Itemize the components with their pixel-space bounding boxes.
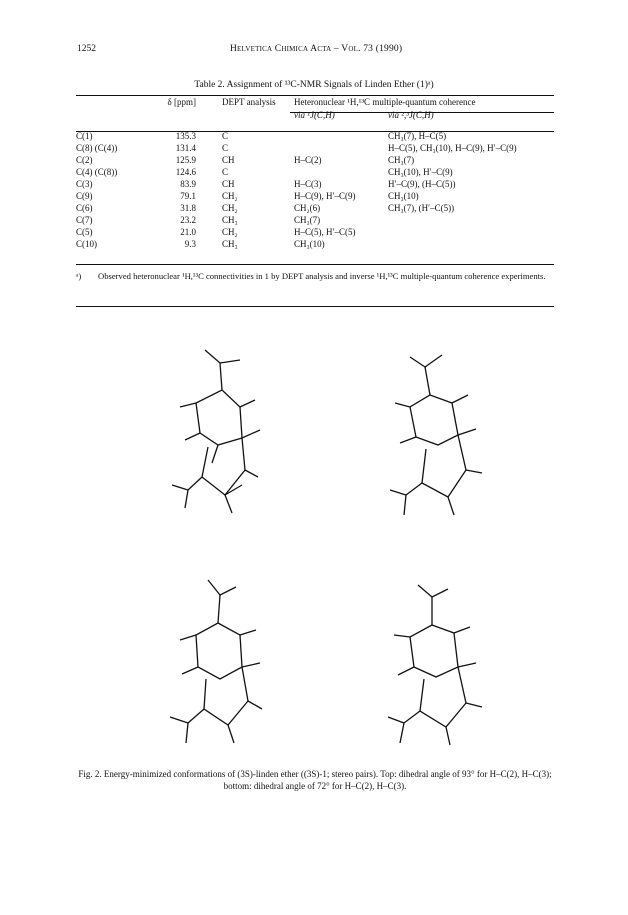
via1-cell: [294, 142, 388, 154]
via23-cell: [388, 226, 558, 238]
dept-cell: CH₂: [222, 203, 238, 213]
delta-cell: 124.6: [175, 167, 196, 177]
table-row: [76, 202, 558, 214]
via23-cell: CH₃(10), H′–C(9): [388, 167, 453, 177]
carbon-cell: C(2): [76, 155, 93, 165]
nmr-assignment-table: [76, 96, 558, 250]
structure-top-left: [150, 345, 300, 525]
dept-cell: C: [222, 143, 229, 153]
delta-cell: 31.8: [180, 203, 196, 213]
via23-cell: CH₃(7), H–C(5): [388, 131, 447, 141]
table-row: [76, 142, 558, 154]
delta-cell: 83.9: [180, 179, 196, 189]
via1-cell: [294, 166, 388, 178]
table-row: [76, 214, 558, 226]
delta-cell: 9.3: [184, 239, 196, 249]
delta-cell: 23.2: [180, 215, 196, 225]
via1-cell: H–C(2): [294, 155, 322, 165]
table-row: [76, 190, 558, 202]
carbon-cell: C(7): [76, 215, 93, 225]
footnote-text: Observed heteronuclear ¹H,¹³C connectivities in 1 by DEPT analysis and inverse ¹H,¹³C multiple-quantum coherence experiments.: [98, 271, 546, 281]
carbon-column-header: [76, 96, 136, 108]
dept-cell: CH: [222, 155, 235, 165]
dept-cell: C: [222, 131, 229, 141]
page-number: 1252: [77, 44, 96, 54]
structure-top-right: [370, 345, 520, 525]
via23-cell: CH₃(10): [388, 191, 419, 201]
carbon-cell: C(3): [76, 179, 93, 189]
structure-bottom-left: [150, 575, 300, 755]
table-caption: Table 2. Assignment of ¹³C-NMR Signals of Linden Ether (1)ᵃ): [194, 80, 434, 90]
via1-cell: CH₂(6): [294, 203, 321, 213]
via1-cell: [294, 124, 388, 142]
carbon-cell: C(1): [76, 131, 93, 141]
carbon-cell: C(10): [76, 239, 97, 249]
footnote-mark: ᵃ): [76, 271, 82, 281]
carbon-cell: C(6): [76, 203, 93, 213]
dept-cell: C: [222, 167, 229, 177]
via23-column-header: via ²,³J(C,H): [388, 110, 434, 120]
delta-column-header: δ [ppm]: [167, 97, 196, 107]
carbon-cell: C(4) (C(8)): [76, 167, 118, 177]
table-row: [76, 166, 558, 178]
via23-cell: CH₃(7), (H′–C(5)): [388, 203, 455, 213]
table-row: [76, 124, 558, 142]
via23-cell: [388, 238, 558, 250]
via23-cell: CH₃(7): [388, 155, 415, 165]
via23-cell: H′–C(9), (H–C(5)): [388, 179, 456, 189]
delta-cell: 125.9: [175, 155, 196, 165]
dept-cell: CH: [222, 179, 235, 189]
via23-cell: H–C(5), CH₃(10), H–C(9), H′–C(9): [388, 143, 517, 153]
via1-cell: CH₃(7): [294, 215, 321, 225]
delta-cell: 21.0: [180, 227, 196, 237]
carbon-cell: C(5): [76, 227, 93, 237]
dept-cell: CH₂: [222, 227, 238, 237]
dept-cell: CH₂: [222, 191, 238, 201]
journal-header: Helvetica Chimica Acta – Vol. 73 (1990): [230, 44, 403, 54]
via1-cell: H–C(5), H′–C(5): [294, 227, 356, 237]
table-row: [76, 178, 558, 190]
footnote-rule: [76, 306, 554, 307]
structure-bottom-right: [370, 575, 520, 755]
coherence-column-header: Heteronuclear ¹H,¹³C multiple-quantum coherence: [294, 97, 476, 107]
delta-cell: 135.3: [175, 131, 196, 141]
carbon-cell: C(8) (C(4)): [76, 143, 118, 153]
carbon-cell: C(9): [76, 191, 93, 201]
table-bottom-rule: [76, 264, 554, 265]
dept-column-header: DEPT analysis: [222, 97, 276, 107]
via23-cell: [388, 214, 558, 226]
dept-cell: CH₃: [222, 239, 238, 249]
table-row: [76, 238, 558, 250]
via1-cell: H–C(3): [294, 179, 322, 189]
via1-cell: H–C(9), H′–C(9): [294, 191, 356, 201]
delta-cell: 79.1: [180, 191, 196, 201]
delta-cell: 131.4: [175, 143, 196, 153]
via1-column-header: via ¹J(C,H): [294, 110, 335, 120]
table-row: [76, 154, 558, 166]
figure-caption: Fig. 2. Energy-minimized conformations of (3S)-linden ether ((3S)-1; stereo pairs). Top: dihedral angle of 93° for H–C(2), H–C(3); bottom: dihedral angle of 72° for H–C(2), H–C(3).: [78, 769, 552, 791]
table-row: [76, 226, 558, 238]
nmr-table-body: [76, 124, 558, 250]
dept-cell: CH₃: [222, 215, 238, 225]
via1-cell: CH₃(10): [294, 239, 325, 249]
